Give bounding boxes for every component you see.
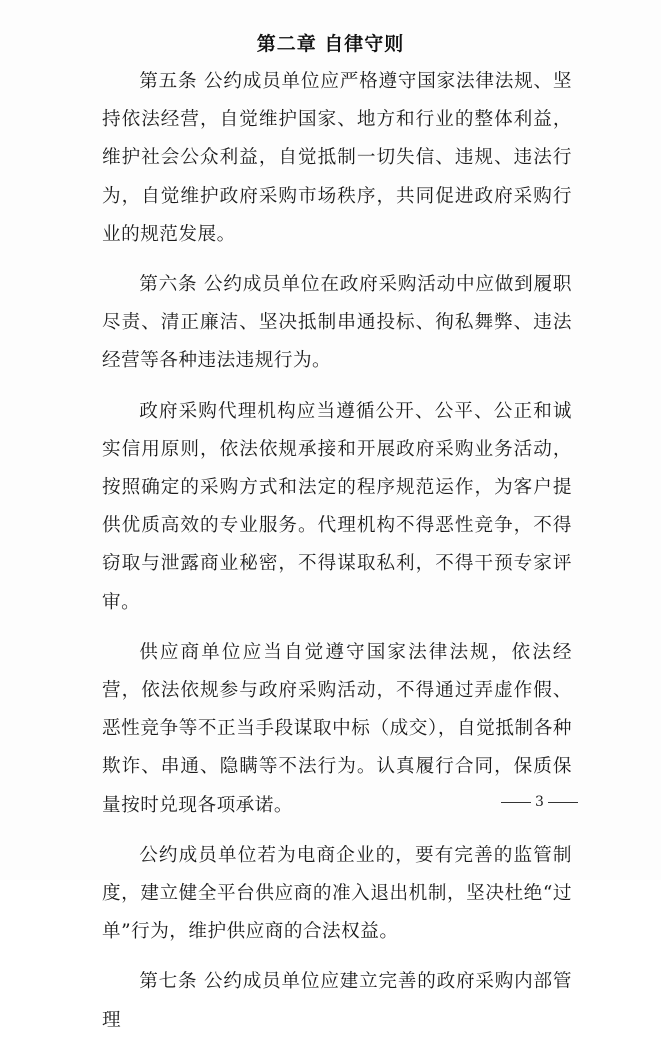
paragraph-article-6: 第六条 公约成员单位在政府采购活动中应做到履职尽责、清正廉洁、坚决抵制串通投标、徇私舞弊、违法经营等各种违法违规行为。 (102, 274, 572, 372)
document-body (102, 63, 572, 1040)
page-number (497, 794, 582, 810)
page-number-dash-right (548, 802, 578, 803)
page-number-value: 3 (535, 794, 544, 810)
paragraph-ecommerce-rules: 公约成员单位若为电商企业的，要有完善的监管制度，建立健全平台供应商的准入退出机制，坚决杜绝“过单”行为，维护供应商的合法权益。 (102, 844, 572, 943)
paragraph-supplier-rules: 供应商单位应当自觉遵守国家法律法规，依法经营，依法依规参与政府采购活动，不得通过弄虚作假、恶性竞争等不正当手段谋取中标（成交），自觉抵制各种欺诈、串通、隐瞒等不法行为。认真履行合同，保质保量按时兑现各项承诺。 (102, 641, 572, 816)
page-number-dash-left (501, 802, 531, 803)
paragraph-article-7: 第七条 公约成员单位应建立完善的政府采购内部管理 (102, 971, 572, 1031)
chapter-title: 第二章 自律守则 (256, 33, 405, 55)
paragraph-article-5: 第五条 公约成员单位应严格遵守国家法律法规、坚持依法经营，自觉维护国家、地方和行业的整体利益，维护社会公众利益，自觉抵制一切失信、违规、违法行为，自觉维护政府采购市场秩序，共同促进政府采购行业的规范发展。 (102, 71, 572, 245)
paragraph-agency-rules: 政府采购代理机构应当遵循公开、公平、公正和诚实信用原则，依法依规承接和开展政府采购业务活动，按照确定的采购方式和法定的程序规范运作，为客户提供优质高效的专业服务。代理机构不得恶性竞争，不得窃取与泄露商业秘密，不得谋取私利，不得干预专家评审。 (102, 400, 572, 613)
